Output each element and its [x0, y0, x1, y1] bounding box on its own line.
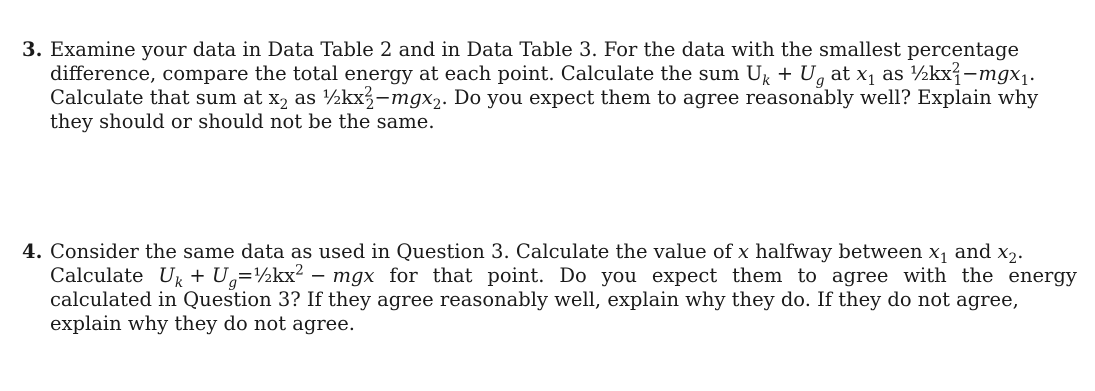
sub-k: k — [174, 274, 184, 291]
q3-line-2-text: difference, compare the total energy at each point. Calculate the sum U — [50, 62, 763, 85]
q4-line-4: explain why they do not agree. — [50, 312, 355, 335]
and-text: and — [948, 240, 998, 263]
plus-u: + U — [183, 264, 229, 287]
sub-1: 1 — [953, 72, 963, 89]
sub-2: 2 — [365, 96, 375, 113]
as-half-kx: as ½kx — [288, 86, 365, 109]
q3-line-2 — [22, 60, 1077, 89]
minus-mgx: −mgx — [374, 86, 433, 109]
sup-2: 2 — [951, 60, 961, 77]
plus-u: + U — [770, 62, 816, 85]
word: Calculate — [50, 264, 144, 287]
at-text: at — [824, 62, 857, 85]
var-u: U — [158, 264, 175, 287]
q3-line-1 — [22, 38, 1077, 62]
energy-sum-expression — [158, 262, 375, 291]
minus-mgx: − mgx — [310, 264, 375, 287]
halfway-text: halfway between — [749, 240, 929, 263]
q3-line-4: they should or should not be the same. — [50, 110, 435, 133]
q3-number: 3. — [22, 38, 43, 61]
word: with — [903, 264, 947, 287]
question-4 — [22, 240, 1077, 336]
q3-line-3-tail: . Do you expect them to agree reasonably well? Explain why — [441, 86, 1039, 109]
period: . — [1017, 240, 1024, 263]
q3-line-3 — [22, 84, 1077, 113]
var-x: x — [856, 62, 868, 85]
word: agree — [831, 264, 889, 287]
word: you — [601, 264, 637, 287]
sub-2: 2 — [432, 96, 442, 113]
question-3 — [22, 38, 1077, 134]
word: energy — [1008, 264, 1077, 287]
word: point. — [487, 264, 545, 287]
q3-line-1-text: Examine your data in Data Table 2 and in Data Table 3. For the data with the smallest percentage — [50, 38, 1020, 61]
sup-2: 2 — [364, 84, 373, 101]
word: to — [797, 264, 818, 287]
sub-1: 1 — [1020, 72, 1030, 89]
q4-number: 4. — [22, 240, 43, 263]
word: the — [961, 264, 994, 287]
word: Do — [559, 264, 587, 287]
word: for — [389, 264, 418, 287]
q4-line-1-text: Consider the same data as used in Question 3. Calculate the value of — [50, 240, 739, 263]
var-x: x — [928, 240, 940, 263]
q4-line-2 — [22, 262, 1077, 291]
word: them — [732, 264, 783, 287]
sub-2: 2 — [279, 96, 289, 113]
sub-k: k — [762, 72, 771, 89]
sub-g: g — [815, 72, 825, 89]
word: that — [432, 264, 473, 287]
var-x: x — [738, 240, 750, 263]
var-x: x — [997, 240, 1009, 263]
sub-2: 2 — [1008, 250, 1018, 267]
q4-line-1 — [22, 240, 1077, 267]
half-kx: =½kx — [237, 264, 296, 287]
q3-line-3-text: Calculate that sum at x — [50, 86, 280, 109]
q4-line-3: calculated in Question 3? If they agree reasonably well, explain why they do. If they do not agree, — [50, 288, 1019, 311]
minus-mgx: −mgx — [962, 62, 1021, 85]
word: expect — [651, 264, 718, 287]
sup-2: 2 — [295, 262, 304, 279]
sub-1: 1 — [939, 250, 949, 267]
period: . — [1029, 62, 1036, 85]
sub-1: 1 — [867, 72, 876, 89]
sub-g: g — [228, 274, 238, 291]
as-half-kx: as ½kx — [876, 62, 952, 85]
